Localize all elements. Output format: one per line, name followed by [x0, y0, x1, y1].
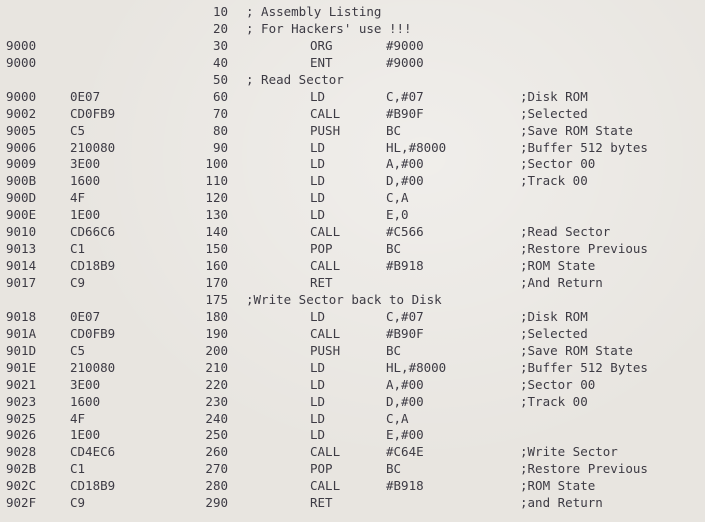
- machine-code: 1600: [70, 173, 101, 189]
- line-number: 90: [212, 139, 228, 155]
- address: 9028: [6, 444, 37, 460]
- line-number: 70: [212, 105, 228, 121]
- line-number: 80: [212, 122, 228, 138]
- listing-line: [0, 461, 705, 478]
- mnemonic: CALL: [310, 444, 341, 460]
- mnemonic: LD: [310, 427, 326, 443]
- listing-line: [0, 55, 705, 72]
- mnemonic: PUSH: [310, 122, 341, 138]
- address: 9026: [6, 427, 37, 443]
- mnemonic: CALL: [310, 325, 341, 341]
- remark: ;ROM State: [520, 258, 596, 274]
- remark: ;Restore Previous: [520, 241, 648, 257]
- address: 9013: [6, 241, 37, 257]
- operand: BC: [386, 122, 402, 138]
- address: 900B: [6, 173, 37, 189]
- address: 901E: [6, 359, 37, 375]
- address: 9021: [6, 376, 37, 392]
- listing-line: [0, 89, 705, 106]
- line-number: 210: [205, 359, 228, 375]
- operand: #C566: [386, 224, 424, 240]
- mnemonic: LD: [310, 88, 326, 104]
- machine-code: 4F: [70, 190, 86, 206]
- machine-code: 0E07: [70, 88, 101, 104]
- machine-code: CD0FB9: [70, 325, 116, 341]
- operand: D,#00: [386, 393, 424, 409]
- remark: ;Write Sector: [520, 444, 618, 460]
- operand: #B90F: [386, 325, 424, 341]
- operand: #B90F: [386, 105, 424, 121]
- mnemonic: POP: [310, 241, 333, 257]
- line-number: 240: [205, 410, 228, 426]
- address: 902B: [6, 461, 37, 477]
- listing-line: [0, 241, 705, 258]
- machine-code: C9: [70, 495, 86, 511]
- operand: E,0: [386, 207, 409, 223]
- machine-code: 0E07: [70, 308, 101, 324]
- listing-line: [0, 377, 705, 394]
- line-number: 260: [205, 444, 228, 460]
- address: 9010: [6, 224, 37, 240]
- line-number: 120: [205, 190, 228, 206]
- line-number: 290: [205, 495, 228, 511]
- remark: ;Restore Previous: [520, 461, 648, 477]
- machine-code: CD66C6: [70, 224, 116, 240]
- line-number: 30: [212, 37, 228, 53]
- remark: ;Sector 00: [520, 376, 596, 392]
- listing-line: [0, 4, 705, 21]
- operand: #C64E: [386, 444, 424, 460]
- line-number: 200: [205, 342, 228, 358]
- listing-line: [0, 123, 705, 140]
- remark: ;Buffer 512 bytes: [520, 139, 648, 155]
- mnemonic: LD: [310, 139, 326, 155]
- operand: #B918: [386, 478, 424, 494]
- machine-code: 1E00: [70, 207, 101, 223]
- address: 9005: [6, 122, 37, 138]
- mnemonic: CALL: [310, 478, 341, 494]
- operand: #9000: [386, 37, 424, 53]
- listing-line: [0, 292, 705, 309]
- remark: ;Read Sector: [520, 224, 611, 240]
- listing-line: [0, 411, 705, 428]
- listing-line: [0, 326, 705, 343]
- listing-line: [0, 207, 705, 224]
- line-number: 60: [212, 88, 228, 104]
- operand: BC: [386, 342, 402, 358]
- line-number: 100: [205, 156, 228, 172]
- listing-line: [0, 173, 705, 190]
- line-number: 250: [205, 427, 228, 443]
- assembly-listing: [0, 4, 705, 512]
- address: 900D: [6, 190, 37, 206]
- listing-line: [0, 106, 705, 123]
- remark: ;Sector 00: [520, 156, 596, 172]
- listing-line: [0, 343, 705, 360]
- operand: HL,#8000: [386, 139, 447, 155]
- machine-code: CD0FB9: [70, 105, 116, 121]
- mnemonic: LD: [310, 207, 326, 223]
- header-comment: ; Assembly Listing: [246, 4, 382, 19]
- mnemonic: LD: [310, 359, 326, 375]
- operand: D,#00: [386, 173, 424, 189]
- line-number: 50: [212, 71, 228, 87]
- machine-code: 210080: [70, 359, 116, 375]
- mnemonic: PUSH: [310, 342, 341, 358]
- mnemonic: LD: [310, 410, 326, 426]
- line-number: 40: [212, 54, 228, 70]
- operand: A,#00: [386, 376, 424, 392]
- line-number: 140: [205, 224, 228, 240]
- listing-line: [0, 309, 705, 326]
- listing-line: [0, 156, 705, 173]
- line-number: 280: [205, 478, 228, 494]
- machine-code: C1: [70, 461, 86, 477]
- line-number: 190: [205, 325, 228, 341]
- remark: ;Save ROM State: [520, 342, 633, 358]
- machine-code: 210080: [70, 139, 116, 155]
- address: 9018: [6, 308, 37, 324]
- operand: HL,#8000: [386, 359, 447, 375]
- remark: ;Disk ROM: [520, 88, 588, 104]
- line-number: 130: [205, 207, 228, 223]
- machine-code: 3E00: [70, 376, 101, 392]
- mnemonic: LD: [310, 308, 326, 324]
- remark: ;Save ROM State: [520, 122, 633, 138]
- remark: ;Track 00: [520, 393, 588, 409]
- header-comment: ; For Hackers' use !!!: [246, 20, 412, 36]
- mnemonic: LD: [310, 173, 326, 189]
- address: 9017: [6, 275, 37, 290]
- address: 902C: [6, 478, 37, 494]
- listing-line: [0, 224, 705, 241]
- mnemonic: ORG: [310, 37, 333, 53]
- header-comment: ;Write Sector back to Disk: [246, 291, 442, 307]
- listing-line: [0, 38, 705, 55]
- machine-code: CD18B9: [70, 478, 116, 494]
- mnemonic: LD: [310, 376, 326, 392]
- operand: BC: [386, 461, 402, 477]
- mnemonic: RET: [310, 495, 333, 511]
- operand: #9000: [386, 54, 424, 70]
- address: 9009: [6, 156, 37, 172]
- line-number: 220: [205, 376, 228, 392]
- address: 900E: [6, 207, 37, 223]
- mnemonic: CALL: [310, 105, 341, 121]
- listing-line: [0, 495, 705, 512]
- address: 9000: [6, 88, 37, 104]
- line-number: 20: [212, 20, 228, 36]
- mnemonic: LD: [310, 393, 326, 409]
- mnemonic: CALL: [310, 224, 341, 240]
- operand: BC: [386, 241, 402, 257]
- operand: C,A: [386, 410, 409, 426]
- line-number: 150: [205, 241, 228, 257]
- listing-line: [0, 360, 705, 377]
- remark: ;Track 00: [520, 173, 588, 189]
- machine-code: 3E00: [70, 156, 101, 172]
- mnemonic: RET: [310, 275, 333, 290]
- line-number: 160: [205, 258, 228, 274]
- machine-code: CD18B9: [70, 258, 116, 274]
- mnemonic: LD: [310, 190, 326, 206]
- machine-code: 1600: [70, 393, 101, 409]
- line-number: 170: [205, 275, 228, 290]
- listing-line: [0, 427, 705, 444]
- listing-line: [0, 258, 705, 275]
- mnemonic: CALL: [310, 258, 341, 274]
- address: 9002: [6, 105, 37, 121]
- address: 9014: [6, 258, 37, 274]
- machine-code: C5: [70, 122, 86, 138]
- mnemonic: POP: [310, 461, 333, 477]
- listing-line: [0, 444, 705, 461]
- listing-line: [0, 190, 705, 207]
- remark: ;and Return: [520, 495, 603, 511]
- address: 9000: [6, 37, 37, 53]
- listing-line: [0, 21, 705, 38]
- line-number: 110: [205, 173, 228, 189]
- listing-line: [0, 394, 705, 411]
- operand: E,#00: [386, 427, 424, 443]
- machine-code: CD4EC6: [70, 444, 116, 460]
- remark: ;Selected: [520, 105, 588, 121]
- line-number: 270: [205, 461, 228, 477]
- address: 9023: [6, 393, 37, 409]
- remark: ;Selected: [520, 325, 588, 341]
- machine-code: C9: [70, 275, 86, 290]
- line-number: 10: [212, 4, 228, 19]
- address: 9006: [6, 139, 37, 155]
- operand: A,#00: [386, 156, 424, 172]
- machine-code: 4F: [70, 410, 86, 426]
- machine-code: 1E00: [70, 427, 101, 443]
- remark: ;And Return: [520, 275, 603, 290]
- address: 901A: [6, 325, 37, 341]
- listing-line: [0, 478, 705, 495]
- machine-code: C1: [70, 241, 86, 257]
- listing-line: [0, 72, 705, 89]
- header-comment: ; Read Sector: [246, 71, 344, 87]
- address: 901D: [6, 342, 37, 358]
- listing-line: [0, 140, 705, 157]
- operand: C,A: [386, 190, 409, 206]
- operand: #B918: [386, 258, 424, 274]
- line-number: 175: [205, 291, 228, 307]
- remark: ;Buffer 512 Bytes: [520, 359, 648, 375]
- address: 9025: [6, 410, 37, 426]
- line-number: 230: [205, 393, 228, 409]
- remark: ;ROM State: [520, 478, 596, 494]
- mnemonic: ENT: [310, 54, 333, 70]
- address: 902F: [6, 495, 37, 511]
- address: 9000: [6, 54, 37, 70]
- operand: C,#07: [386, 308, 424, 324]
- line-number: 180: [205, 308, 228, 324]
- listing-line: [0, 275, 705, 292]
- operand: C,#07: [386, 88, 424, 104]
- mnemonic: LD: [310, 156, 326, 172]
- machine-code: C5: [70, 342, 86, 358]
- remark: ;Disk ROM: [520, 308, 588, 324]
